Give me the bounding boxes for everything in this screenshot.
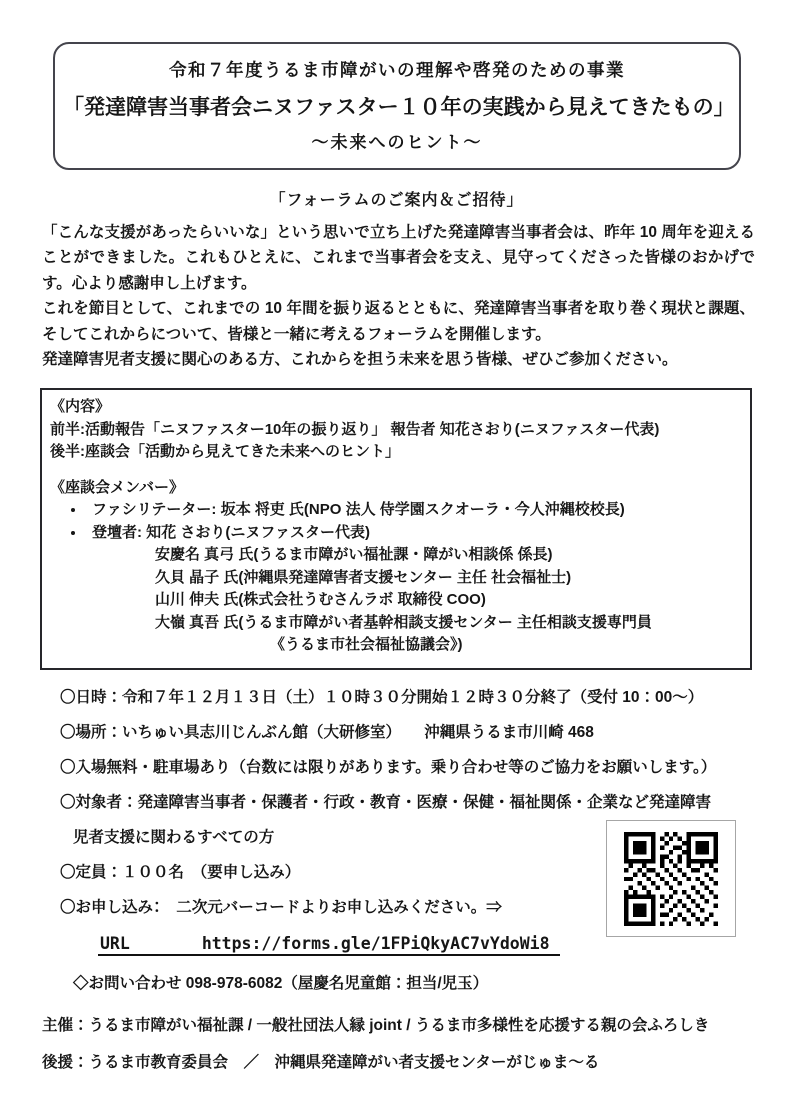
intro-text [42,220,755,372]
detail-contact: ◇お問い合わせ 098-978-6082（屋慶名児童館：担当/児玉） [73,974,489,992]
qr-box [606,820,736,937]
intro-paragraph-2: これを節目として、これまでの 10 年間を振り返るとともに、発達障害当事者を取り巻く現状と課題、そしてこれからについて、皆様と一緒に考えるフォーラムを開催します。 [42,300,755,343]
program-second-half: 後半:座談会「活動から見えてきた未来へのヒント」 [50,443,400,461]
members-heading: 《座談会メンバー》 [50,478,184,496]
detail-place: 〇場所：いちゅい具志川じんぶん館（大研修室） 沖縄県うるま市川崎 468 [60,723,594,741]
detail-capacity: 〇定員：１００名 （要申し込み） [60,863,301,881]
panelist-line-4: 大嶺 真吾 氏(うるま市障がい者基幹相談支援センター 主任相談支援専門員 [155,613,652,631]
event-title: 「発達障害当事者会ニヌファスター１０年の実践から見えてきたもの」 [63,96,735,119]
application-url-row [98,934,560,956]
panelist-line-3: 山川 伸夫 氏(株式会社うむさんラボ 取締役 COO) [155,591,486,609]
url-label: URL [100,933,130,953]
facilitator-item: • ファシリテーター: 坂本 将吏 氏(NPO 法人 侍学園スクオーラ・今人沖縄校校長) [86,499,740,522]
content-box [40,388,752,670]
qr-code-icon [623,832,719,926]
detail-audience-cont: 児者支援に関わるすべての方 [73,828,275,846]
event-tagline: ～未来へのヒント～ [311,133,483,152]
footer-organizer: 主催：うるま市障がい福祉課 / 一般社団法人縁 joint / うるま市多様性を応援する親の会ふろしき [42,1016,710,1034]
program-first-half: 前半:活動報告「ニヌファスター10年の振り返り」 報告者 知花さおり(ニヌファスター代表) [50,420,660,438]
speakers-item: • 登壇者: 知花 さおり(ニヌファスター代表) [86,522,740,545]
panelist-line-1: 安慶名 真弓 氏(うるま市障がい福祉課・障がい相談係 係長) [155,546,553,564]
detail-application: 〇お申し込み： 二次元バーコードよりお申し込みください。⇒ [60,898,502,916]
application-url-link[interactable]: https://forms.gle/1FPiQkyAC7vYdoWi8 [201,933,550,953]
event-program-subtitle: 令和７年度うるま市障がいの理解や啓発のための事業 [169,60,625,80]
panelist-line-2: 久貝 晶子 氏(沖縄県発達障害者支援センター 主任 社会福祉士) [155,568,572,586]
forum-invite-heading: 「フォーラムのご案内＆ご招待」 [269,192,524,209]
detail-datetime: 〇日時：令和７年１２月１３日（土）１０時３０分開始１２時３０分終了（受付 10：00～） [60,688,704,706]
detail-admission: 〇入場無料・駐車場あり（台数には限りがあります。乗り合わせ等のご協力をお願いします。） [60,758,717,776]
intro-paragraph-1: 「こんな支援があったらいいな」という思いで立ち上げた発達障害当事者会は、昨年 10 周年を迎えることができました。これもひとえに、これまで当事者会を支え、見守ってくださった皆様のおかげです。心より感謝申し上げます。 [42,224,755,292]
footer-support: 後援：うるま市教育委員会 ／ 沖縄県発達障がい者支援センターがじゅま～る [42,1053,600,1071]
members-list [86,499,740,544]
footer [42,1015,793,1074]
header-box [53,42,741,170]
detail-audience: 〇対象者：発達障害当事者・保護者・行政・教育・医療・保健・福祉関係・企業など発達障害 [60,793,712,811]
affiliation-line: 《うるま市社会福祉協議会》) [270,636,463,654]
content-heading: 《内容》 [50,398,111,416]
intro-paragraph-3: 発達障害児者支援に関心のある方、これからを担う未来を思う皆様、ぜひご参加ください。 [42,351,678,369]
spacer [50,464,740,477]
